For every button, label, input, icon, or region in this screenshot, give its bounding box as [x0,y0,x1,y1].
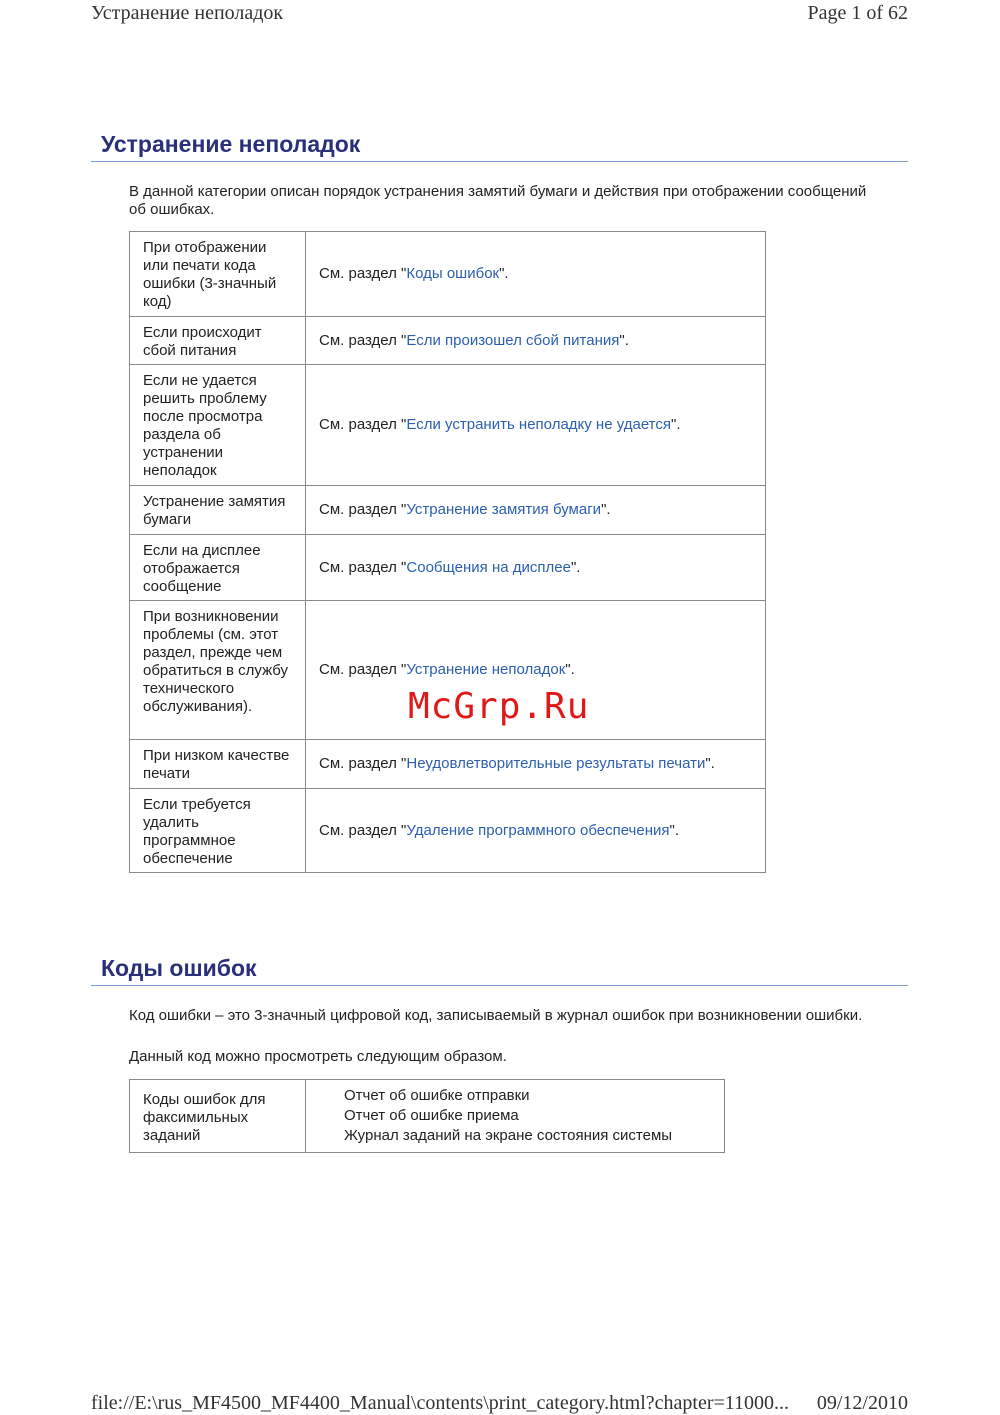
reference-cell: См. раздел "Если произошел сбой питания". [306,317,766,365]
reference-cell: См. раздел "Устранение неполадок". [306,601,766,740]
table-row [130,1080,725,1153]
condition-cell: Если требуется удалить программное обеспечение [130,789,306,873]
reference-cell: См. раздел "Коды ошибок". [306,232,766,317]
condition-cell: При отображении или печати кода ошибки (3-значный код) [130,232,306,317]
page-header-title: Устранение неполадок [91,2,284,24]
file-path: file://E:\rus_MF4500_MF4400_Manual\contents\print_category.html?chapter=11000... [91,1392,790,1414]
link-troubleshooting[interactable]: Устранение неполадок [406,661,566,678]
list-item: Отчет об ошибке приема [344,1107,519,1124]
section-title-error-codes: Коды ошибок [91,955,908,986]
table-row [130,789,766,873]
table-row [130,317,766,365]
section-title-troubleshooting: Устранение неполадок [91,131,908,162]
table-row [130,365,766,486]
error-code-sources [306,1080,725,1153]
error-codes-table [129,1079,725,1153]
table-row [130,740,766,789]
condition-cell: Если происходит сбой питания [130,317,306,365]
list-item: Журнал заданий на экране состояния системы [344,1127,673,1144]
table-row [130,535,766,601]
reference-cell: См. раздел "Удаление программного обеспечения". [306,789,766,873]
condition-cell: При возникновении проблемы (см. этот раздел, прежде чем обратиться в службу технического обслуживания). [130,601,306,740]
condition-cell: Устранение замятия бумаги [130,486,306,535]
reference-cell: См. раздел "Устранение замятия бумаги". [306,486,766,535]
link-cannot-resolve[interactable]: Если устранить неполадку не удается [406,416,671,433]
table-row [130,232,766,317]
link-display-messages[interactable]: Сообщения на дисплее [406,558,571,576]
link-paper-jam[interactable]: Устранение замятия бумаги [406,501,602,518]
page-number: Page 1 of 62 [807,2,908,24]
link-error-codes[interactable]: Коды ошибок [406,265,500,282]
list-item: Отчет об ошибке отправки [344,1087,530,1104]
reference-cell: См. раздел "Если устранить неполадку не удается". [306,365,766,486]
table-row [130,486,766,535]
intro-paragraph: В данной категории описан порядок устранения замятий бумаги и действия при отображении сообщений об ошибках. [129,183,867,218]
link-power-failure[interactable]: Если произошел сбой питания [406,331,620,349]
reference-cell: См. раздел "Неудовлетворительные результаты печати". [306,740,766,789]
reference-cell: См. раздел "Сообщения на дисплее". [306,535,766,601]
view-method-paragraph: Данный код можно просмотреть следующим образом. [129,1048,507,1065]
error-codes-paragraph: Код ошибки – это 3-значный цифровой код, записываемый в журнал ошибок при возникновении ошибки. [129,1007,863,1024]
condition-cell: При низком качестве печати [130,740,306,789]
troubleshooting-table [129,231,766,873]
link-print-quality[interactable]: Неудовлетворительные результаты печати [406,755,706,772]
fax-error-codes-label: Коды ошибок для факсимильных заданий [130,1080,306,1153]
condition-cell: Если на дисплее отображается сообщение [130,535,306,601]
link-uninstall-software[interactable]: Удаление программного обеспечения [406,821,670,839]
condition-cell: Если не удается решить проблему после просмотра раздела об устранении неполадок [130,365,306,486]
watermark: McGrp.Ru [408,686,590,727]
print-date: 09/12/2010 [816,1392,908,1414]
